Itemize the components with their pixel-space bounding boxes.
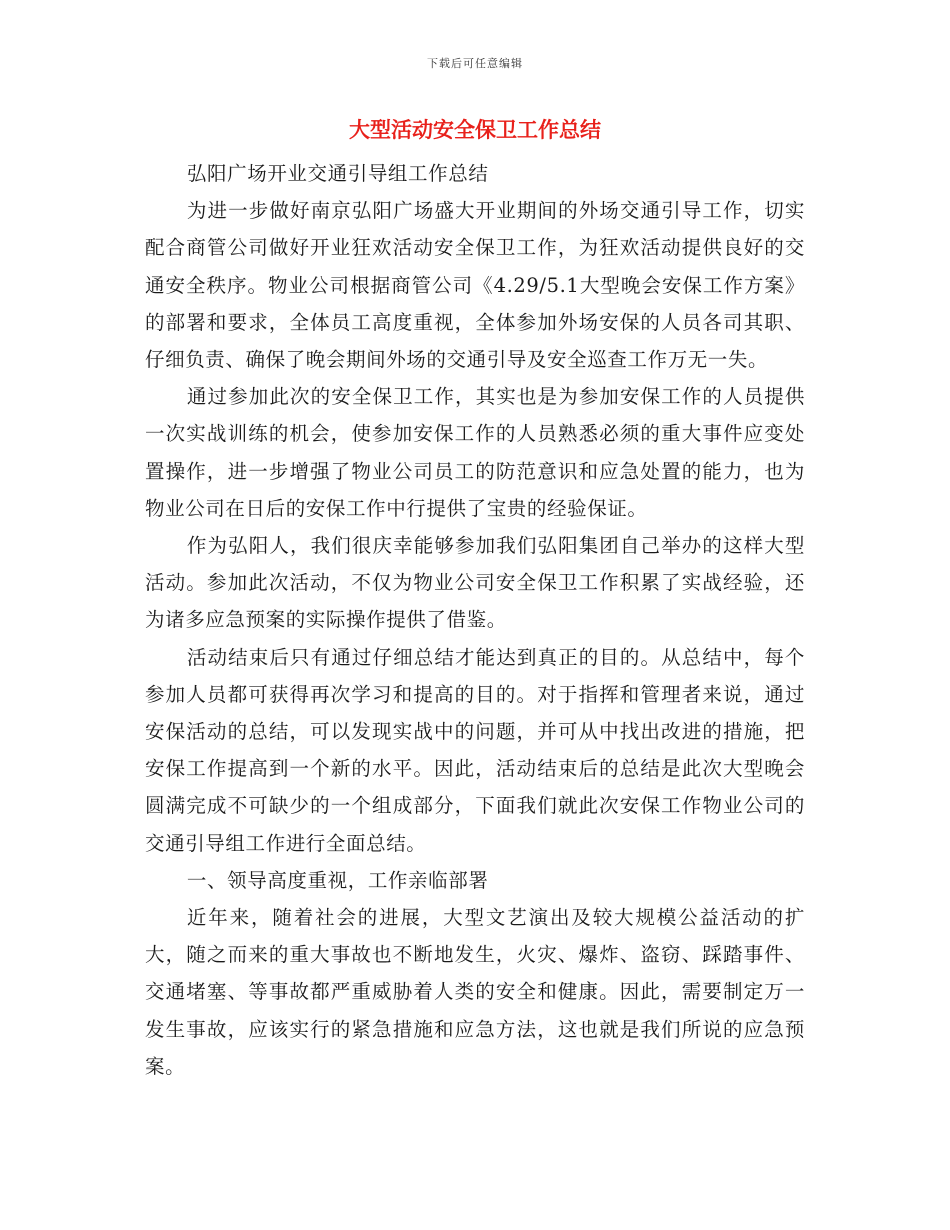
paragraph-subtitle: 弘阳广场开业交通引导组工作总结 bbox=[186, 162, 489, 185]
paragraph: 通过参加此次的安全保卫工作，其实也是为参加安保工作的人员提供一次实战训练的机会，使参加安保工作的人员熟悉必须的重大事件应变处置操作，进一步增强了物业公司员工的防范意识和应急处置的能力，也为物业公司在日后的安保工作中行提供了宝贵的经验保证。 bbox=[145, 385, 805, 520]
paragraph: 活动结束后只有通过仔细总结才能达到真正的目的。从总结中，每个参加人员都可获得再次学习和提高的目的。对于指挥和管理者来说，通过安保活动的总结，可以发现实战中的问题，并可从中找出改进的措施，把安保工作提高到一个新的水平。因此，活动结束后的总结是此次大型晚会圆满完成不可缺少的一个组成部分，下面我们就此次安保工作物业公司的交通引导组工作进行全面总结。 bbox=[145, 645, 805, 855]
document-body bbox=[145, 155, 805, 1085]
paragraph: 近年来，随着社会的进展，大型文艺演出及较大规模公益活动的扩大，随之而来的重大事故也不断地发生，火灾、爆炸、盗窃、踩踏事件、交通堵塞、等事故都严重威胁着人类的安全和健康。因此，需要制定万一发生事故，应该实行的紧急措施和应急方法，这也就是我们所说的应急预案。 bbox=[145, 906, 805, 1078]
document-title: 大型活动安全保卫工作总结 bbox=[349, 118, 601, 142]
paragraph: 为进一步做好南京弘阳广场盛大开业期间的外场交通引导工作，切实配合商管公司做好开业狂欢活动安全保卫工作，为狂欢活动提供良好的交通安全秩序。物业公司根据商管公司《4.29/5.1大型晚会安保工作方案》的部署和要求，全体员工高度重视，全体参加外场安保的人员各司其职、仔细负责、确保了晚会期间外场的交通引导及安全巡查工作万无一失。 bbox=[145, 199, 805, 372]
section-heading: 一、领导高度重视，工作亲临部署 bbox=[186, 868, 489, 892]
paragraph: 作为弘阳人，我们很庆幸能够参加我们弘阳集团自己举办的这样大型活动。参加此次活动，不仅为物业公司安全保卫工作积累了实战经验，还为诸多应急预案的实际操作提供了借鉴。 bbox=[145, 534, 805, 632]
header-note: 下载后可任意编辑 bbox=[427, 57, 523, 70]
